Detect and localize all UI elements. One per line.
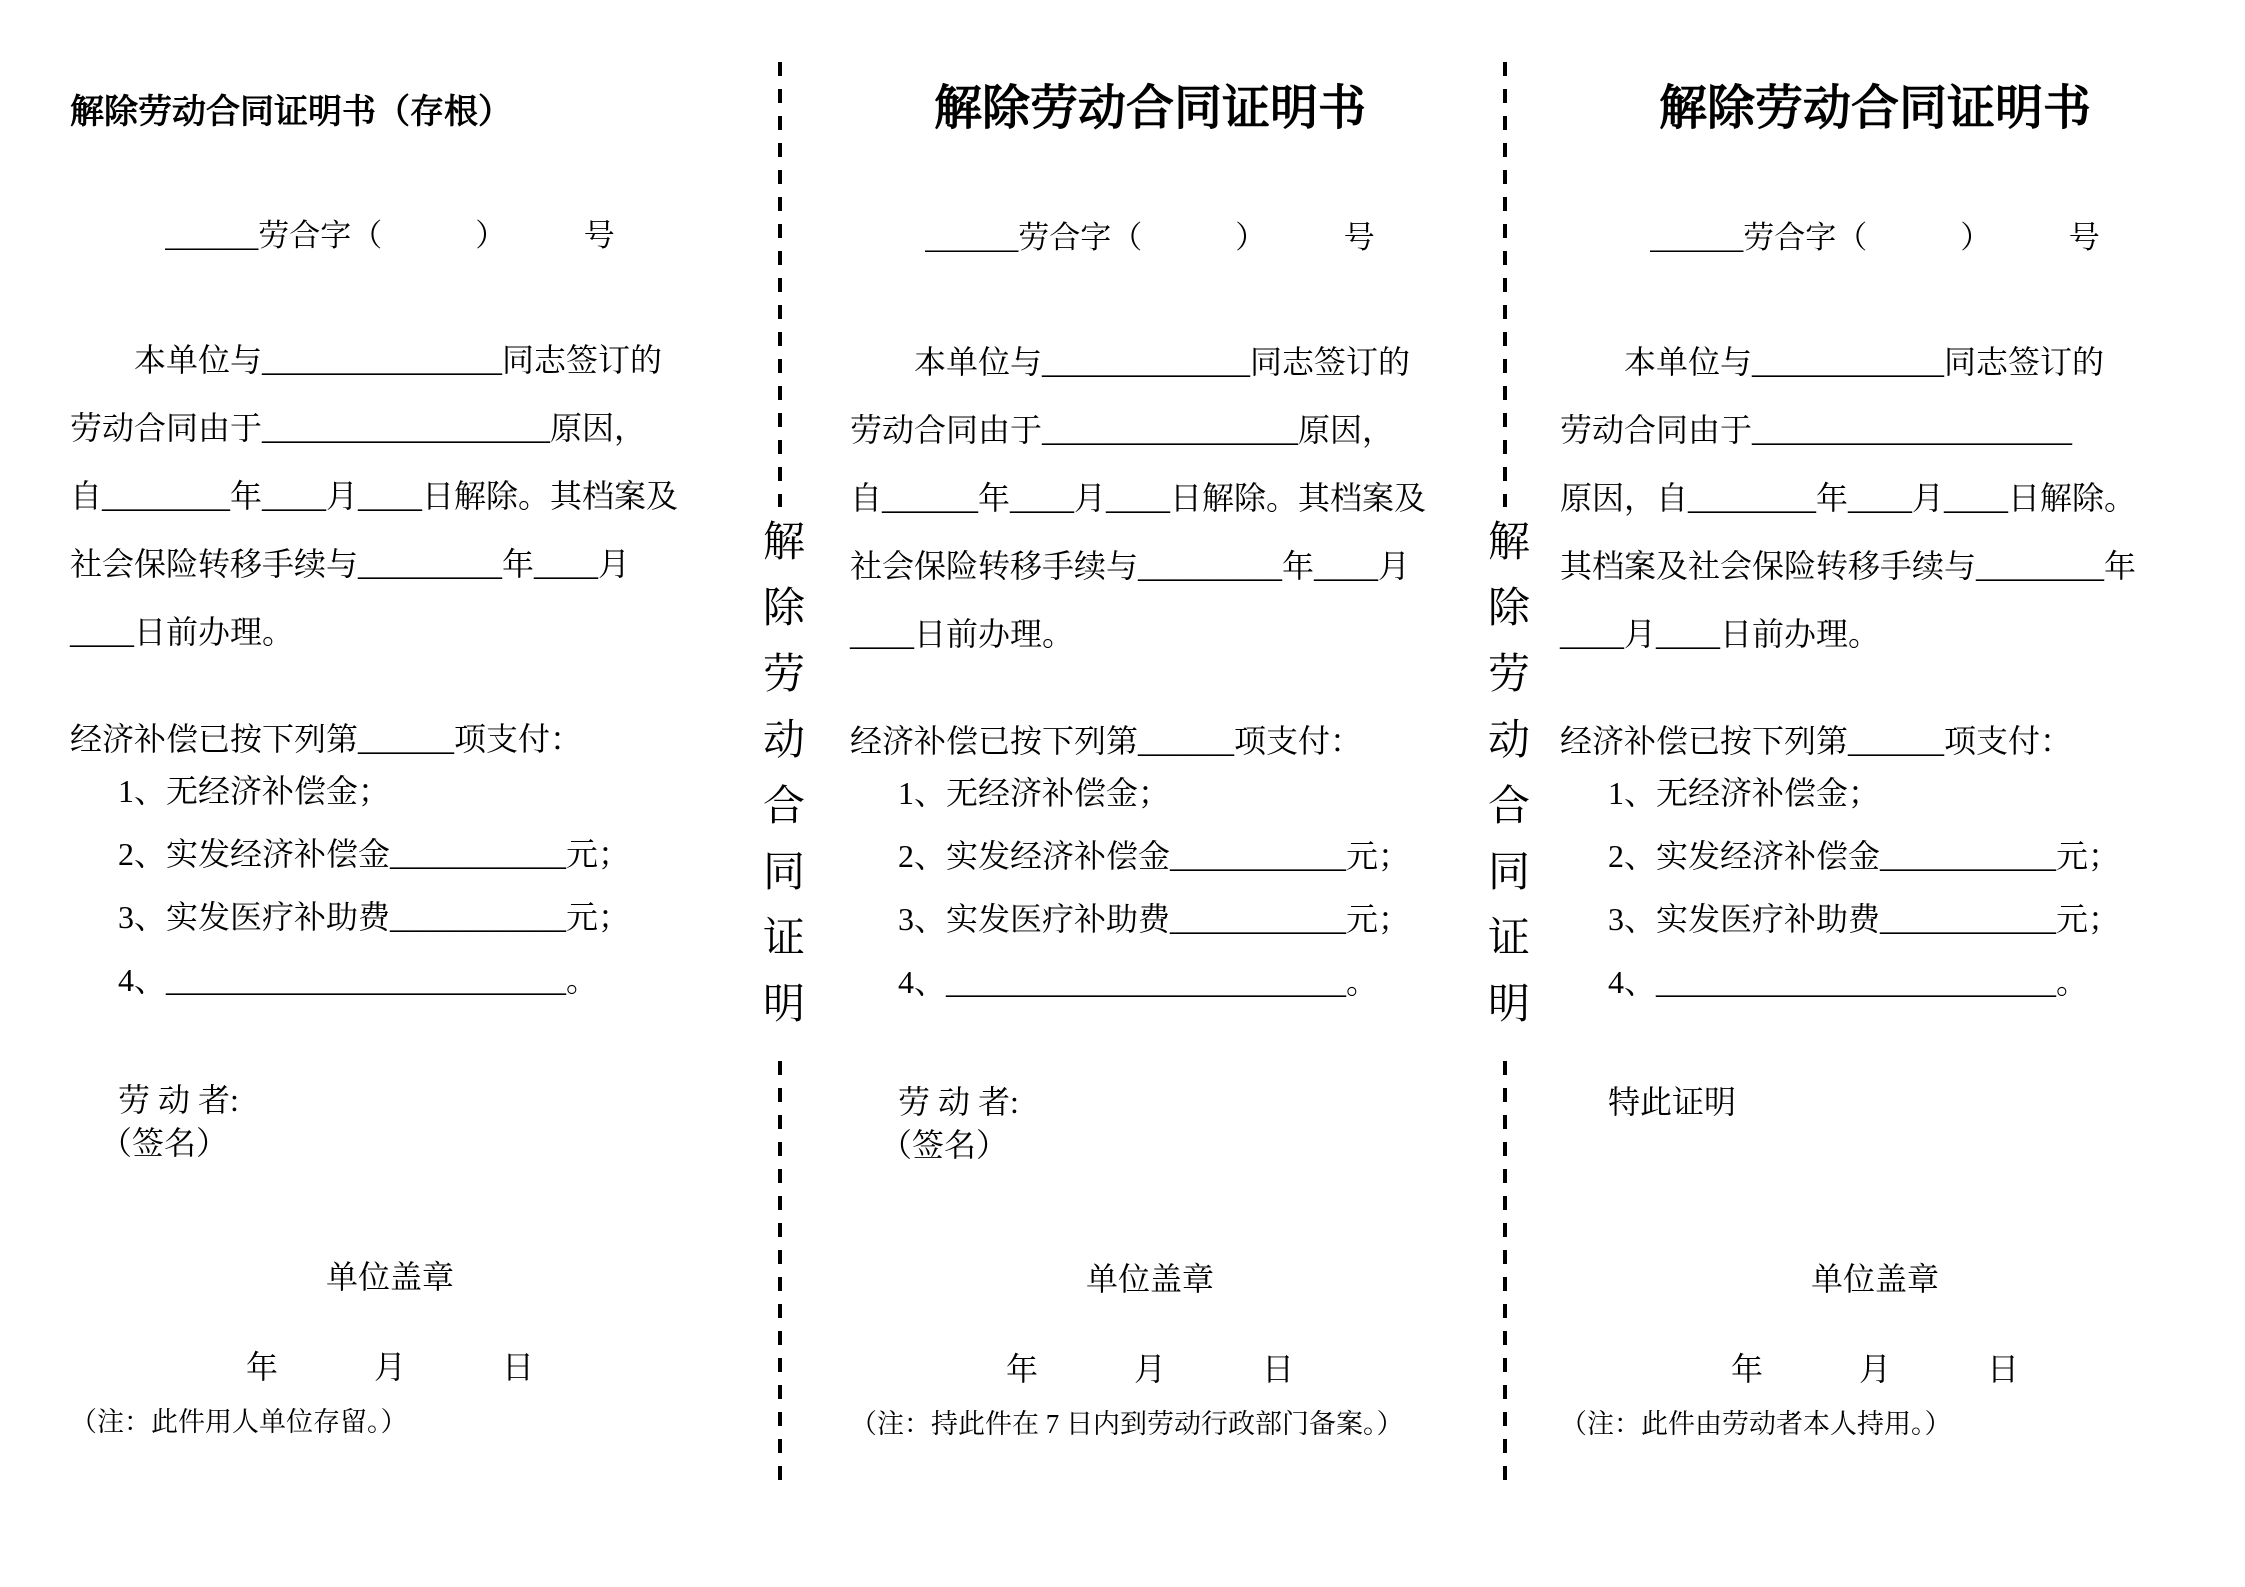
compensation-item: 2、实发经济补偿金___________元； bbox=[898, 838, 1411, 874]
body-line: ____日前办理。 bbox=[70, 614, 295, 650]
worker-sign-label: （签名） bbox=[880, 1127, 1009, 1163]
dashed-line-top bbox=[778, 62, 782, 507]
footer-note: （注：持此件在 7 日内到劳动行政部门备案。） bbox=[850, 1409, 1404, 1439]
body-line: 劳动合同由于____________________ bbox=[1560, 412, 2073, 448]
body-line: 本单位与_____________同志签订的 bbox=[914, 344, 1411, 380]
compensation-item: 4、_________________________。 bbox=[118, 962, 599, 998]
fold-divider bbox=[710, 0, 850, 1587]
dashed-line-bottom bbox=[1503, 1061, 1507, 1491]
compensation-item: 1、无经济补偿金； bbox=[898, 775, 1171, 811]
form-title: 解除劳动合同证明书 bbox=[933, 82, 1366, 135]
form-title: 解除劳动合同证明书 bbox=[1658, 82, 2091, 135]
body-line: 本单位与____________同志签订的 bbox=[1624, 344, 2105, 380]
body-line: 劳动合同由于________________原因， bbox=[850, 412, 1395, 448]
compensation-heading: 经济补偿已按下列第______项支付： bbox=[70, 721, 583, 757]
body-line: ____月____日前办理。 bbox=[1560, 616, 1881, 652]
form-filing-copy bbox=[850, 0, 1450, 1587]
body-line: 劳动合同由于__________________原因， bbox=[70, 410, 647, 446]
compensation-item: 1、无经济补偿金； bbox=[1608, 775, 1881, 811]
ref-number-line: ______劳合字（ ） 号 bbox=[925, 220, 1375, 255]
body-line: ____日前办理。 bbox=[850, 616, 1075, 652]
body-line: 其档案及社会保险转移手续与________年 bbox=[1560, 548, 2137, 584]
compensation-item: 3、实发医疗补助费___________元； bbox=[898, 901, 1411, 937]
body-line: 自________年____月____日解除。其档案及 bbox=[70, 478, 679, 514]
compensation-heading: 经济补偿已按下列第______项支付： bbox=[850, 723, 1363, 759]
compensation-item: 3、实发医疗补助费___________元； bbox=[1608, 901, 2121, 937]
body-line: 社会保险转移手续与_________年____月 bbox=[70, 546, 631, 582]
form-worker-copy bbox=[1560, 0, 2190, 1587]
compensation-item: 4、_________________________。 bbox=[898, 964, 1379, 1000]
body-line: 自______年____月____日解除。其档案及 bbox=[850, 480, 1427, 516]
date-line: 年 月 日 bbox=[245, 1349, 534, 1385]
compensation-item: 2、实发经济补偿金___________元； bbox=[118, 836, 631, 872]
footer-note: （注：此件用人单位存留。） bbox=[70, 1407, 408, 1437]
worker-sign-label: （签名） bbox=[100, 1125, 229, 1161]
form-title: 解除劳动合同证明书（存根） bbox=[70, 94, 512, 131]
signer-block bbox=[850, 1080, 1450, 1166]
compensation-item: 3、实发医疗补助费___________元； bbox=[118, 899, 631, 935]
divider-vertical-title: 解除劳动合同证明 bbox=[757, 519, 803, 1047]
date-line: 年 月 日 bbox=[1730, 1351, 2019, 1387]
body-line: 本单位与_______________同志签订的 bbox=[134, 342, 663, 378]
worker-label: 劳 动 者: bbox=[118, 1082, 239, 1118]
dashed-line-bottom bbox=[778, 1061, 782, 1491]
compensation-item: 2、实发经济补偿金___________元； bbox=[1608, 838, 2121, 874]
compensation-item: 1、无经济补偿金； bbox=[118, 773, 391, 809]
fold-divider bbox=[1450, 0, 1560, 1587]
compensation-heading: 经济补偿已按下列第______项支付： bbox=[1560, 723, 2073, 759]
form-stub-copy bbox=[70, 0, 710, 1587]
ref-number-line: ______劳合字（ ） 号 bbox=[1650, 220, 2100, 255]
body-line: 原因，自________年____月____日解除。 bbox=[1560, 480, 2137, 516]
worker-label: 劳 动 者: bbox=[898, 1084, 1019, 1120]
hereby-certified-label: 特此证明 bbox=[1608, 1084, 1737, 1120]
signer-block bbox=[1560, 1080, 2190, 1166]
seal-label: 单位盖章 bbox=[1085, 1261, 1214, 1297]
divider-vertical-title: 解除劳动合同证明 bbox=[1482, 519, 1528, 1047]
seal-label: 单位盖章 bbox=[1810, 1261, 1939, 1297]
signer-block bbox=[70, 1078, 710, 1164]
date-line: 年 月 日 bbox=[1005, 1351, 1294, 1387]
ref-number-line: ______劳合字（ ） 号 bbox=[165, 218, 615, 253]
seal-label: 单位盖章 bbox=[325, 1259, 454, 1295]
compensation-item: 4、_________________________。 bbox=[1608, 964, 2089, 1000]
body-line: 社会保险转移手续与_________年____月 bbox=[850, 548, 1411, 584]
dashed-line-top bbox=[1503, 62, 1507, 507]
footer-note: （注：此件由劳动者本人持用。） bbox=[1560, 1409, 1952, 1439]
